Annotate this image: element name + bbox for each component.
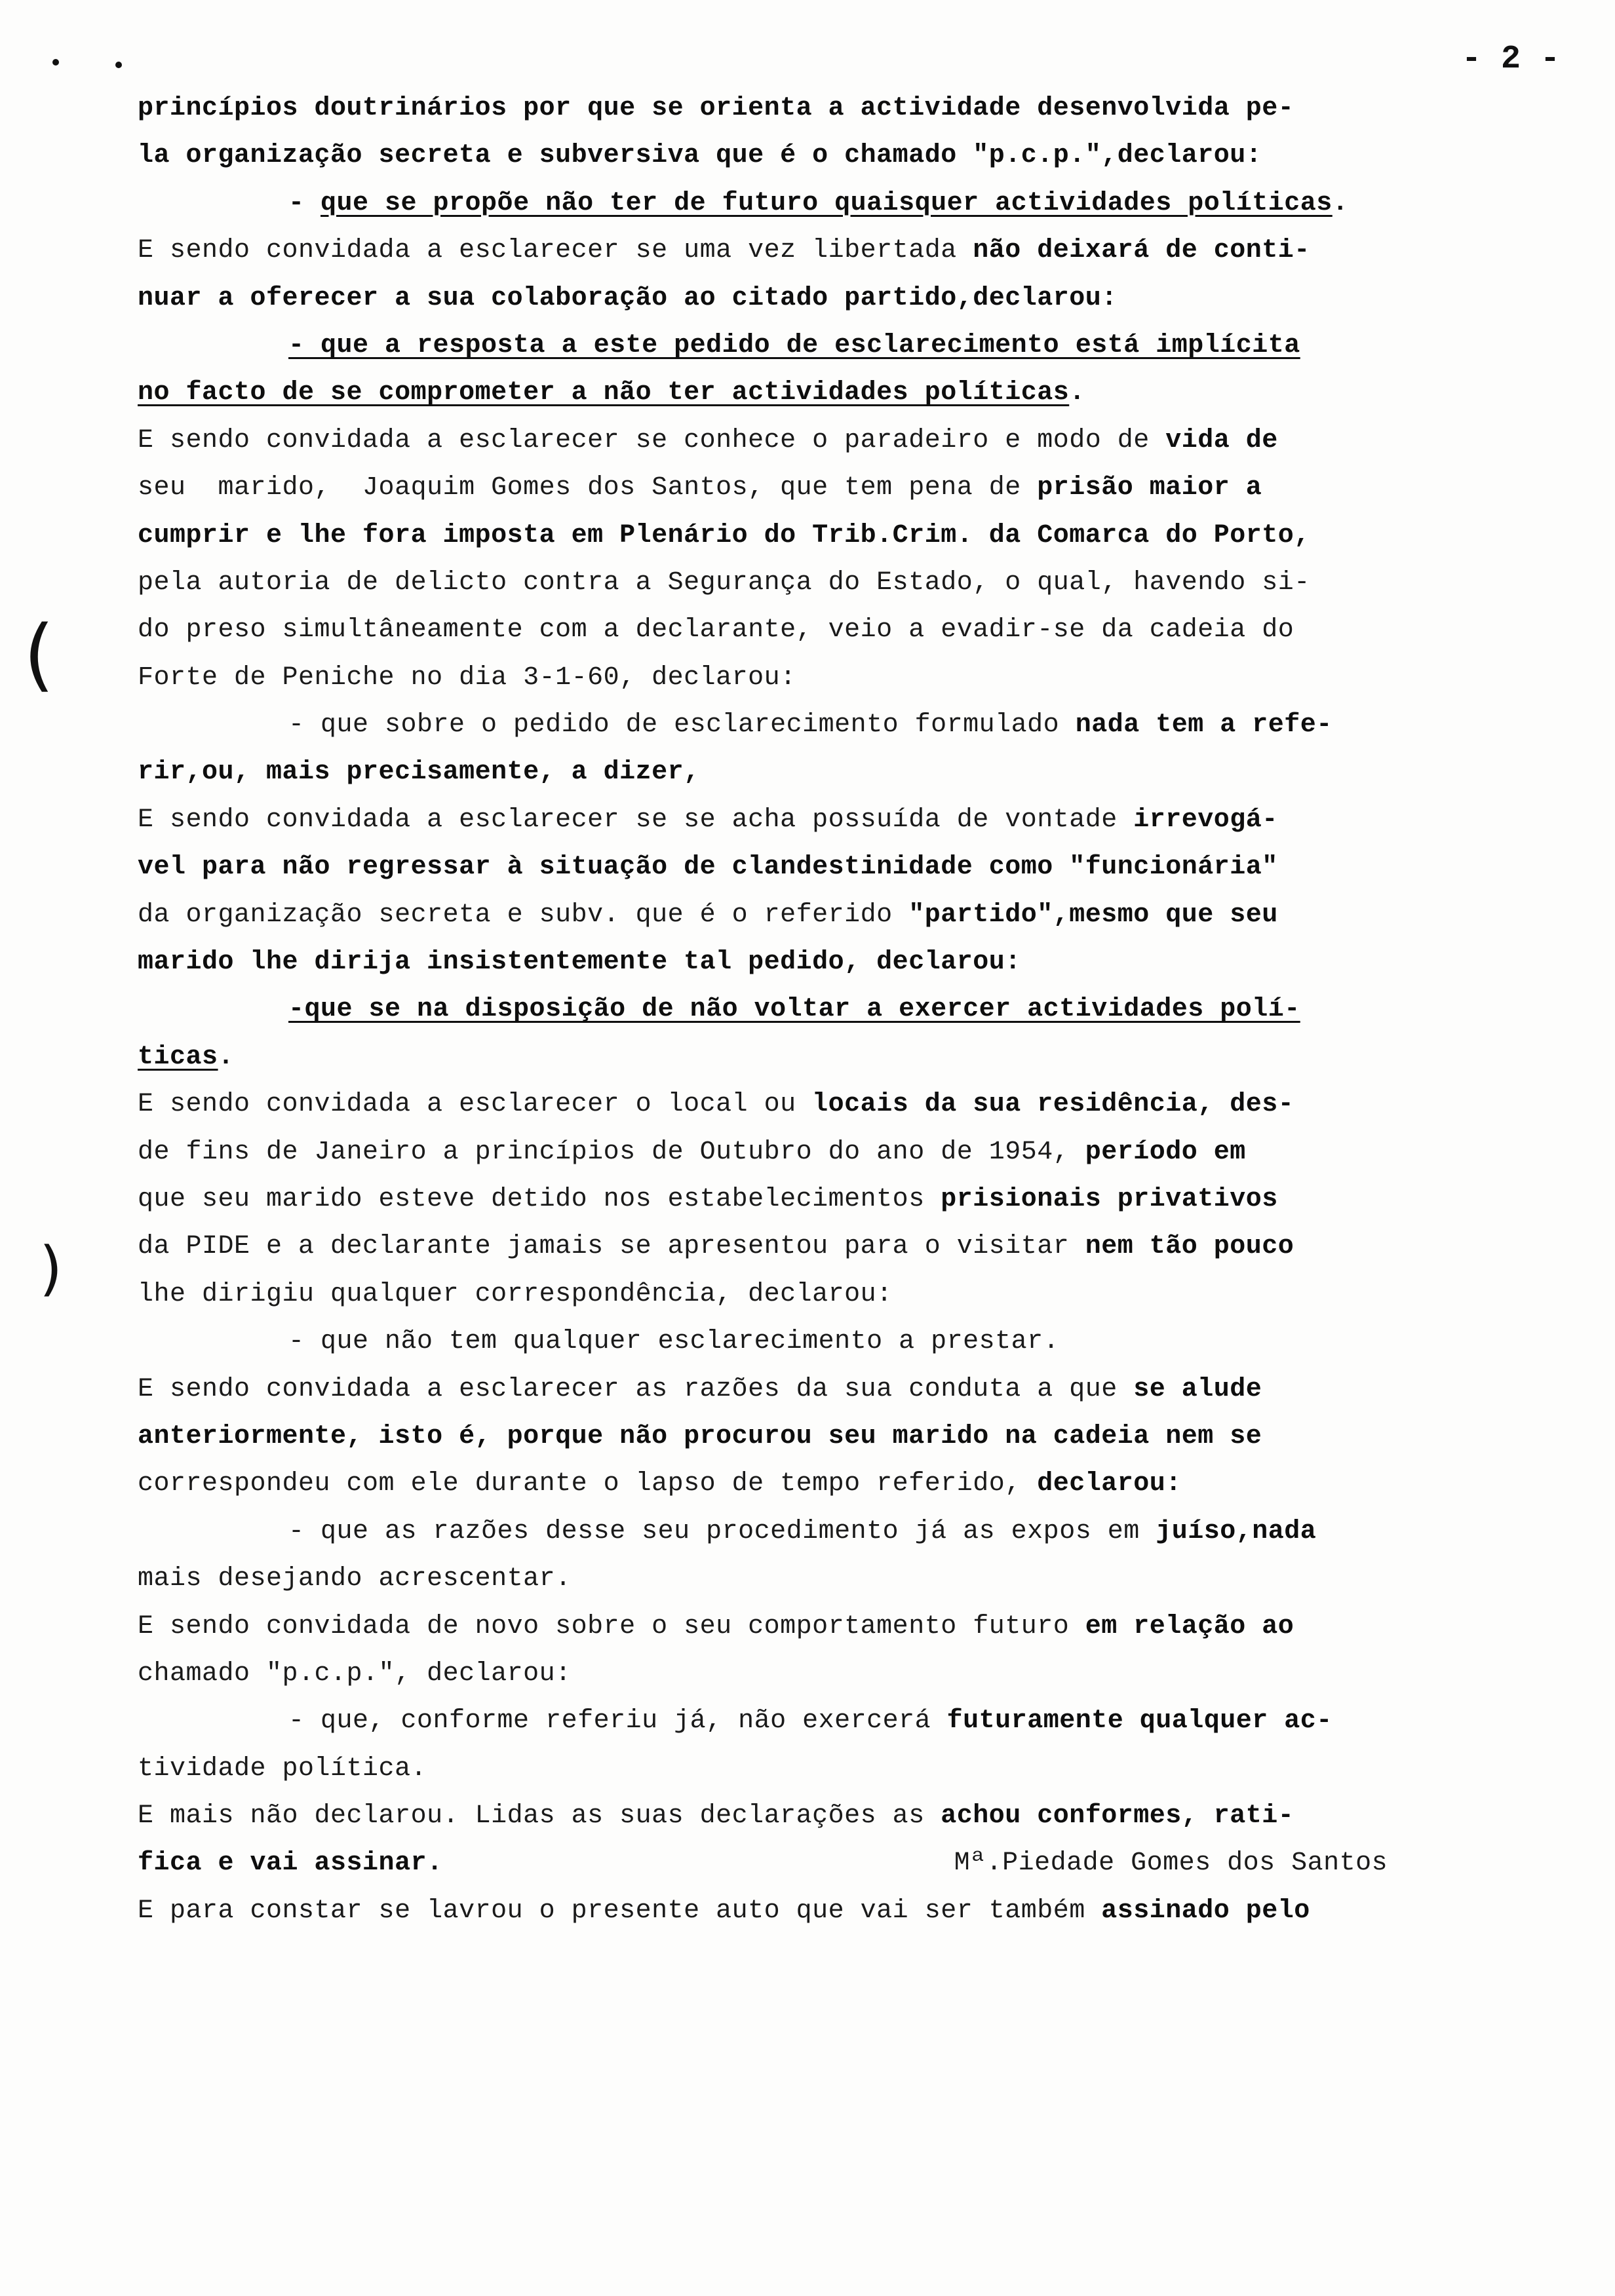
text-line [138,1556,1566,1603]
text-segment: de fins de Janeiro a princípios de Outubro do ano de 1954, [138,1137,1085,1167]
text-line [138,655,1566,702]
text-line [138,1176,1566,1223]
text-segment: E mais não declarou. Lidas as suas declarações as [138,1801,941,1831]
text-line [138,1271,1566,1318]
text-line [138,1081,1566,1128]
text-line [138,1793,1566,1840]
text-line [138,844,1566,891]
text-line [138,132,1566,180]
text-segment: cumprir e lhe fora imposta em Plenário do Trib.Crim. da [138,520,1038,550]
page-number: - 2 - [1462,41,1561,78]
text-segment: E sendo convidada a esclarecer o local ou [138,1090,813,1120]
text-line [138,607,1566,654]
text-segment: achou conformes, rati- [941,1801,1294,1831]
text-line [138,227,1566,275]
text-line [138,275,1566,322]
text-segment: juíso,nada [1156,1516,1317,1546]
punch-hole-mark: ( [24,609,54,700]
text-segment: vida de [1165,425,1278,455]
text-segment: vel para não regressar à situação de clandestinidade como [138,852,1070,883]
text-segment: período em [1085,1137,1246,1167]
text-segment: cadeia nem se [1053,1421,1262,1451]
text-segment: mais desejando acrescentar. [138,1564,572,1594]
text-segment: da PIDE e a declarante jamais se apresentou para o visitar [138,1232,1085,1262]
ink-dot [115,62,122,68]
text-line [138,1413,1566,1461]
text-line [138,1888,1566,1935]
text-segment: "funcionária" [1069,852,1278,883]
text-line [138,797,1566,844]
text-segment: nada tem a refe- [1075,710,1333,740]
text-segment: la organização secreta e subversiva que é o chamado "p.c.p.",declarou: [138,141,1262,171]
text-segment: E sendo convidada de novo sobre o seu comportamento futuro [138,1611,1085,1641]
text-line [138,1129,1566,1176]
text-segment: futuramente qualquer ac- [946,1706,1333,1736]
text-line [138,1034,1566,1081]
text-segment: "partido",mesmo que seu [908,900,1278,930]
text-line [138,892,1566,939]
text-segment: - que sobre o pedido de esclarecimento formulado [288,710,1076,740]
document-body [138,85,1566,1935]
text-segment: -que se na disposição de não voltar a exercer actividades polí- [288,995,1300,1025]
text-line [138,1366,1566,1413]
text-segment: no facto de se comprometer a não ter actividades políticas [138,378,1070,408]
text-segment: E sendo convidada a esclarecer as razões da sua conduta a que [138,1374,1134,1404]
text-segment: prisionais privativos [941,1184,1278,1214]
ink-dot [52,59,59,66]
text-line [138,986,1566,1033]
text-segment: princípios doutrinários por que se [138,94,700,123]
text-segment: rir,ou, mais precisamente, a dizer, [138,757,700,788]
text-line [138,1698,1566,1745]
text-segment: . [1332,188,1349,218]
text-line [138,1508,1566,1556]
text-line [138,939,1566,986]
text-line [138,85,1566,132]
text-line [138,180,1566,227]
text-segment: declarou: [1037,1469,1182,1499]
punch-hole-mark: ( [39,1237,63,1306]
text-line [138,749,1566,796]
signature-name: Mª.Piedade Gomes dos Santos [954,1848,1388,1879]
text-segment: Forte de Peniche no dia 3-1-60, declarou: [138,662,796,693]
text-segment: lhe dirigiu qualquer correspondência, declarou: [138,1279,893,1309]
text-segment: locais da sua residência, des- [812,1090,1294,1120]
text-segment: marido lhe dirija insistentemente tal pedido, declarou: [138,947,1021,978]
text-segment: . [218,1042,235,1072]
text-line [138,417,1566,465]
text-segment: orienta a actividade desenvolvida pe- [699,94,1294,123]
text-segment: seu marido, Joaquim Gomes dos Santos, que tem pena de [138,473,1038,503]
text-line [138,560,1566,607]
text-line [138,322,1566,370]
text-segment: nuar a oferecer a sua colaboração ao citado partido,declarou: [138,283,1118,313]
text-segment: pela autoria de delicto contra a Segurança do Estado, o qual, havendo si- [138,567,1310,598]
text-segment: E sendo convidada a esclarecer se conhece o paradeiro e modo de [138,425,1166,455]
text-line [138,1461,1566,1508]
text-line [138,1840,1566,1887]
text-segment: tividade política. [138,1753,427,1784]
text-line [138,702,1566,749]
text-segment: assinado pelo [1101,1896,1310,1926]
text-segment: fica e vai assinar. [138,1848,443,1879]
text-segment: - que não tem qualquer esclarecimento a prestar. [288,1327,1060,1357]
text-segment: ticas [138,1042,218,1072]
text-line [138,465,1566,512]
text-segment: anteriormente, isto é, porque não procurou seu marido na [138,1421,1053,1451]
text-segment: correspondeu com ele durante o lapso de tempo referido, [138,1469,1038,1499]
text-segment: - [288,188,321,218]
text-segment: que seu marido esteve detido nos estabelecimentos [138,1184,941,1214]
text-segment: - que a resposta a este pedido de esclarecimento está implícita [288,330,1300,360]
text-segment: não deixará de conti- [973,236,1310,266]
text-segment: . [1069,378,1085,408]
text-line [138,512,1566,560]
text-segment: do preso simultâneamente com a declarante, veio a evadir-se da cadeia do [138,615,1294,645]
text-line [138,370,1566,417]
text-segment: - que as razões desse seu procedimento já as expos em [288,1516,1156,1546]
text-line [138,1603,1566,1651]
text-line [138,1318,1566,1366]
text-segment: que se propõe não ter de futuro quaisquer actividades políticas [321,188,1333,218]
text-segment: nem tão pouco [1085,1232,1294,1262]
text-line [138,1746,1566,1793]
text-segment: se alude [1133,1374,1262,1404]
text-line [138,1223,1566,1271]
text-segment: Comarca do Porto, [1037,520,1310,550]
text-segment: irrevogá- [1133,805,1278,835]
text-segment: E sendo convidada a esclarecer se se acha possuída de vontade [138,805,1134,835]
text-segment: chamado "p.c.p.", declarou: [138,1658,572,1689]
text-segment: E para constar se lavrou o presente auto que vai ser também [138,1896,1102,1926]
text-segment: prisão maior a [1037,473,1262,503]
text-segment: da organização secreta e subv. que é o referido [138,900,909,930]
text-segment: - que, conforme referiu já, não exercerá [288,1706,947,1736]
text-line [138,1651,1566,1698]
text-segment: em relação ao [1085,1611,1294,1641]
text-segment: E sendo convidada a esclarecer se uma vez libertada [138,236,973,266]
